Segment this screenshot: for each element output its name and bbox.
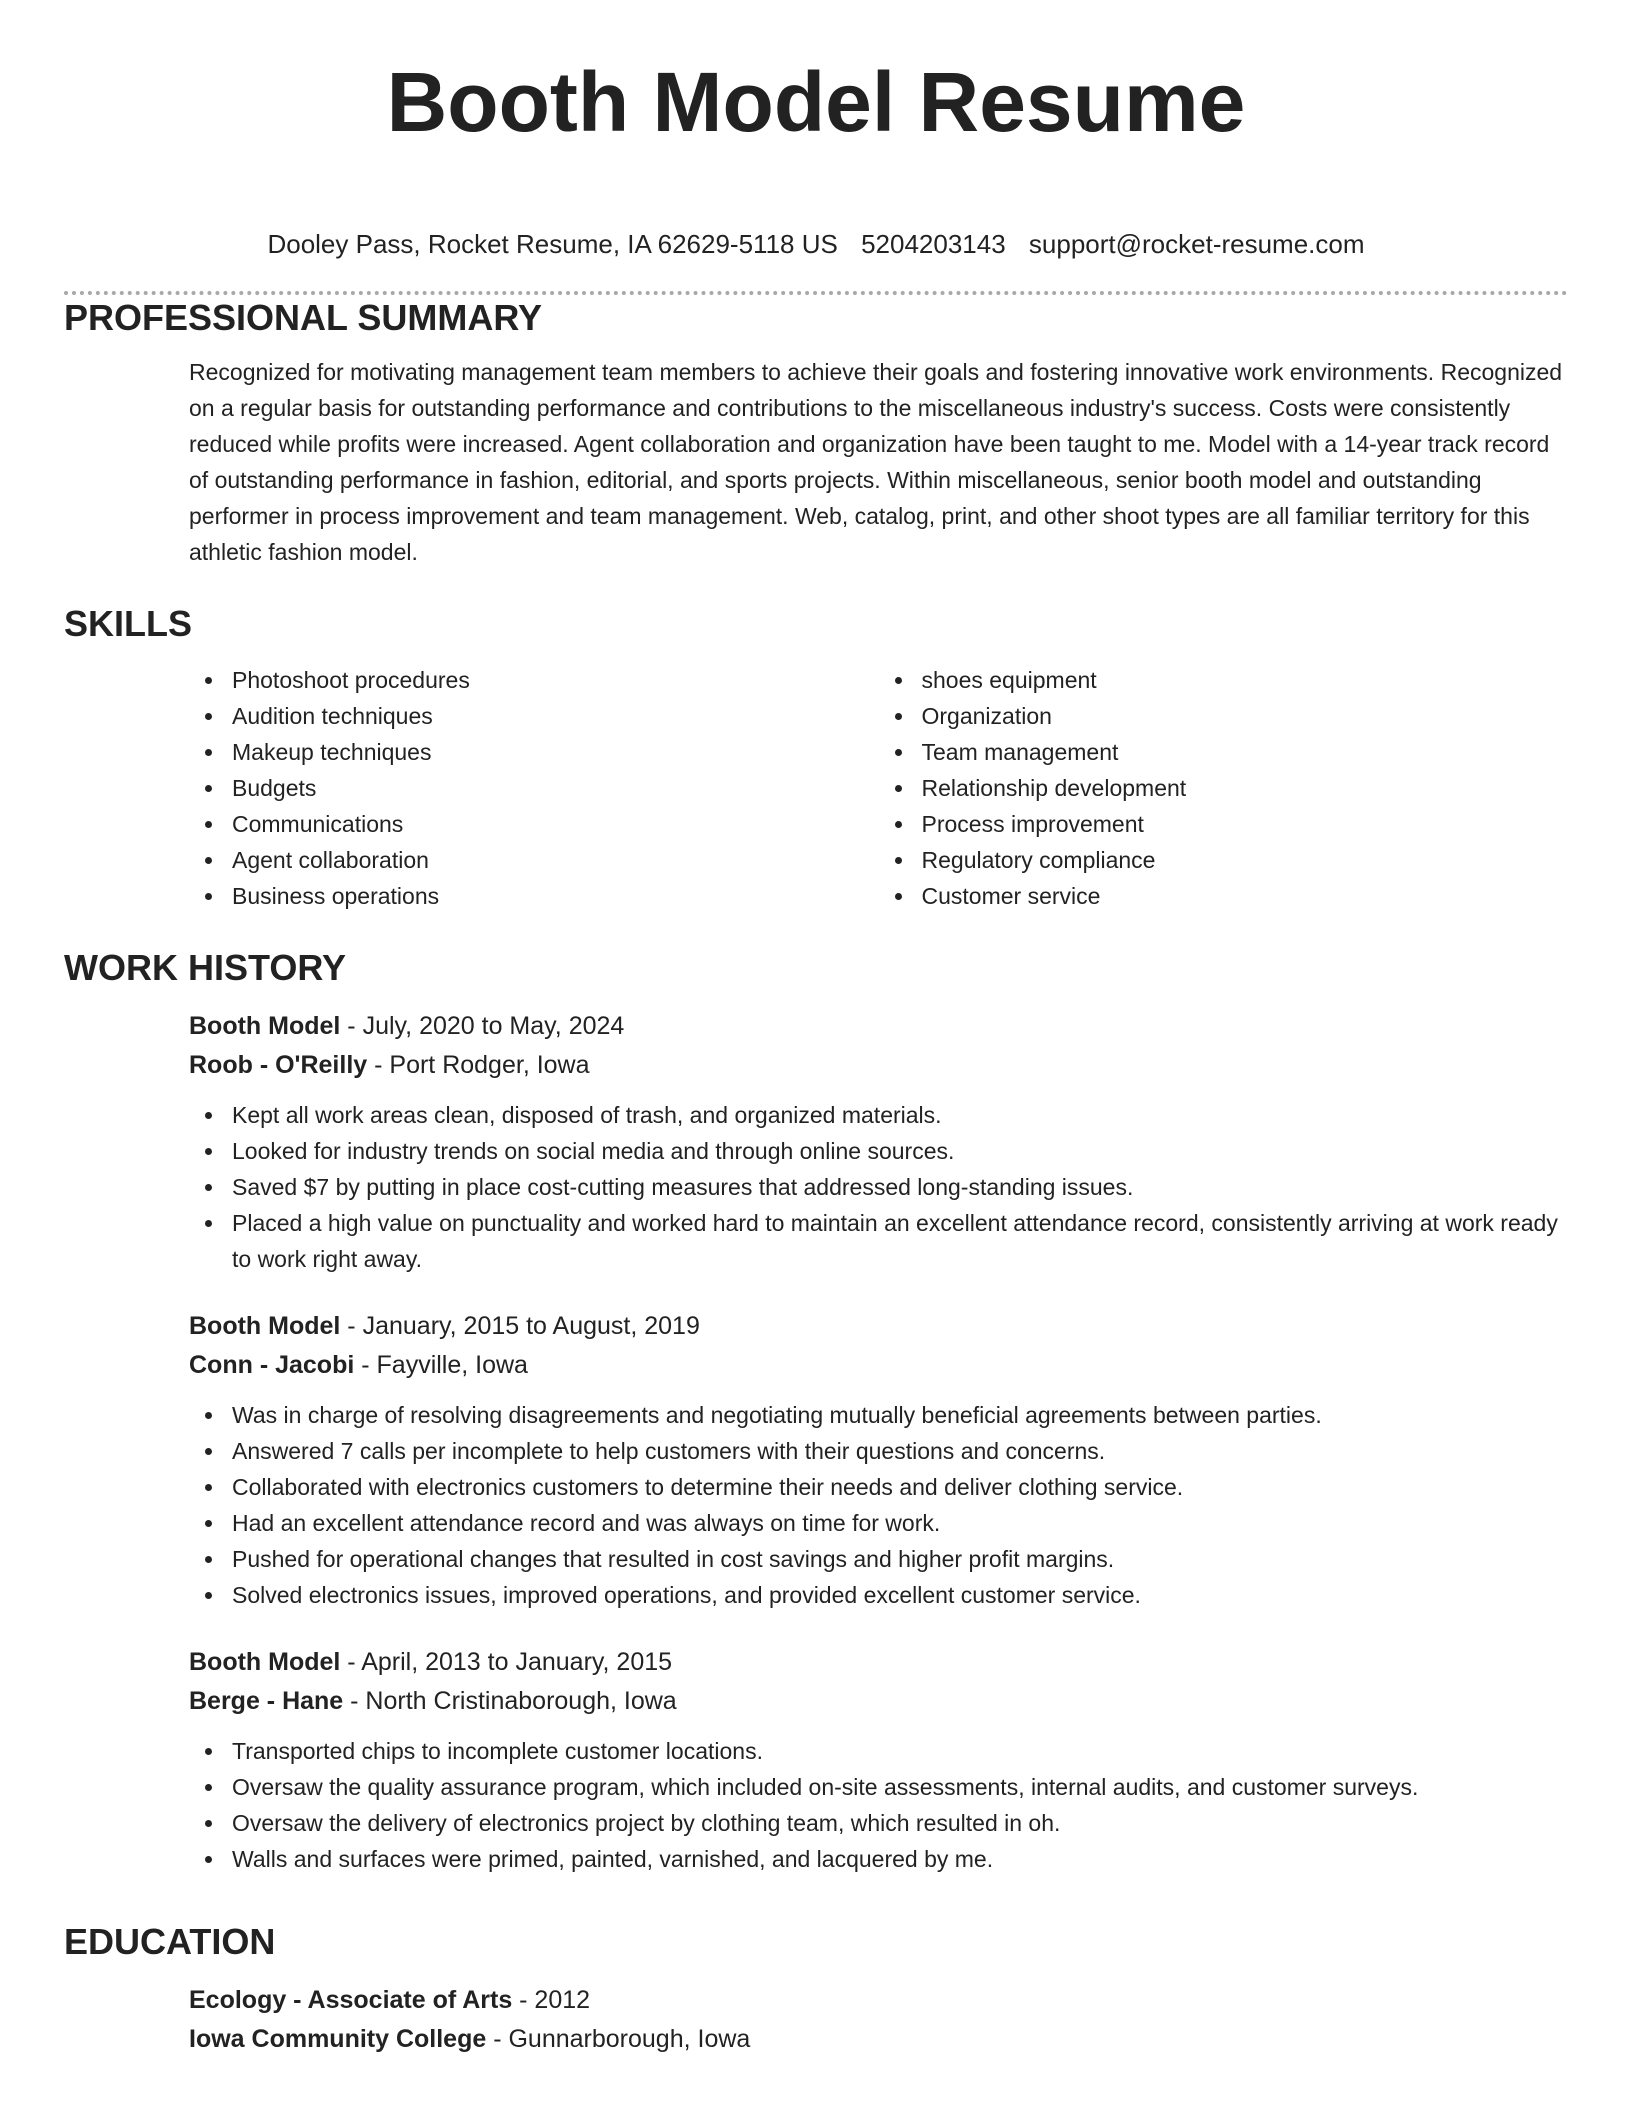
job-company-line — [189, 1346, 1568, 1385]
job-company-line — [189, 1046, 1568, 1085]
summary-title: PROFESSIONAL SUMMARY — [64, 297, 543, 338]
skill-item: Business operations — [189, 878, 879, 914]
header-divider — [64, 291, 1568, 295]
resume-name: Booth Model Resume — [386, 55, 1246, 149]
school-name: Iowa Community College — [189, 2025, 487, 2053]
job-company-line — [189, 1682, 1568, 1721]
duty-item: Transported chips to incomplete customer locations. — [189, 1733, 1568, 1769]
skill-item: Agent collaboration — [189, 842, 879, 878]
skills-columns — [64, 662, 1568, 914]
skill-item: Customer service — [879, 878, 1569, 914]
degree-name: Ecology - Associate of Arts — [189, 1986, 513, 2014]
duty-item: Pushed for operational changes that resulted in cost savings and higher profit margins. — [189, 1541, 1568, 1577]
skill-item: Photoshoot procedures — [189, 662, 879, 698]
job-role: Booth Model — [189, 1012, 341, 1040]
duty-item: Oversaw the delivery of electronics project by clothing team, which resulted in oh. — [189, 1805, 1568, 1841]
skill-item: Organization — [879, 698, 1569, 734]
job-company: Berge - Hane — [189, 1687, 344, 1715]
skill-item: shoes equipment — [879, 662, 1569, 698]
job-location: - Fayville, Iowa — [354, 1351, 528, 1379]
job-location: - Port Rodger, Iowa — [367, 1051, 590, 1079]
job-entry — [64, 1307, 1568, 1613]
job-duties — [64, 1097, 1568, 1277]
skill-item: Team management — [879, 734, 1569, 770]
duty-item: Placed a high value on punctuality and worked hard to maintain an excellent attendance record, consistently arriving at work ready to work right away. — [189, 1205, 1568, 1277]
school-line — [189, 2020, 1568, 2059]
job-company: Conn - Jacobi — [189, 1351, 355, 1379]
school-location: - Gunnarborough, Iowa — [486, 2025, 751, 2053]
job-dates: - July, 2020 to May, 2024 — [340, 1012, 625, 1040]
job-dates: - January, 2015 to August, 2019 — [340, 1312, 700, 1340]
duty-item: Kept all work areas clean, disposed of trash, and organized materials. — [189, 1097, 1568, 1133]
job-role: Booth Model — [189, 1312, 341, 1340]
skill-item: Regulatory compliance — [879, 842, 1569, 878]
job-entry — [64, 1643, 1568, 1877]
summary-section — [64, 296, 1568, 570]
job-entry — [64, 1007, 1568, 1277]
job-title-line — [189, 1643, 1568, 1682]
skills-section — [64, 602, 1568, 914]
skill-item: Audition techniques — [189, 698, 879, 734]
job-duties — [64, 1397, 1568, 1613]
duty-item: Was in charge of resolving disagreements and negotiating mutually beneficial agreements between parties. — [189, 1397, 1568, 1433]
duty-item: Solved electronics issues, improved operations, and provided excellent customer service. — [189, 1577, 1568, 1613]
job-duties — [64, 1733, 1568, 1877]
contact-email[interactable]: support@rocket-resume.com — [1028, 229, 1365, 259]
education-entry — [64, 1981, 1568, 2059]
skill-item: Process improvement — [879, 806, 1569, 842]
duty-item: Walls and surfaces were primed, painted, varnished, and lacquered by me. — [189, 1841, 1568, 1877]
education-section — [64, 1920, 1568, 2059]
job-location: - North Cristinaborough, Iowa — [343, 1687, 677, 1715]
degree-line — [189, 1981, 1568, 2020]
skill-item: Makeup techniques — [189, 734, 879, 770]
job-title-line — [189, 1007, 1568, 1046]
duty-item: Collaborated with electronics customers to determine their needs and deliver clothing service. — [189, 1469, 1568, 1505]
duty-item: Oversaw the quality assurance program, which included on-site assessments, internal audits, and customer surveys. — [189, 1769, 1568, 1805]
job-title-line — [189, 1307, 1568, 1346]
skill-item: Communications — [189, 806, 879, 842]
job-company: Roob - O'Reilly — [189, 1051, 368, 1079]
skills-list-right — [879, 662, 1569, 914]
degree-year: - 2012 — [512, 1986, 591, 2014]
work-history-section — [64, 946, 1568, 1877]
skill-item: Relationship development — [879, 770, 1569, 806]
summary-text: Recognized for motivating management team members to achieve their goals and fostering innovative work environments. Recognized on a regular basis for outstanding performance and contributions to the miscellaneous industry's success. Costs were consistently reduced while profits were increased. Agent collaboration and organization have been taught to me. Model with a 14-year track record of outstanding performance in fashion, editorial, and sports projects. Within miscellaneous, senior booth model and outstanding performer in process improvement and team management. Web, catalog, print, and other shoot types are all familiar territory for this athletic fashion model. — [189, 359, 1563, 565]
contact-address: Dooley Pass, Rocket Resume, IA 62629-5118 US — [267, 229, 838, 259]
duty-item: Had an excellent attendance record and was always on time for work. — [189, 1505, 1568, 1541]
duty-item: Looked for industry trends on social media and through online sources. — [189, 1133, 1568, 1169]
duty-item: Saved $7 by putting in place cost-cutting measures that addressed long-standing issues. — [189, 1169, 1568, 1205]
contact-line — [64, 226, 1568, 262]
skills-list-left — [189, 662, 879, 914]
job-role: Booth Model — [189, 1648, 341, 1676]
skill-item: Budgets — [189, 770, 879, 806]
skills-title: SKILLS — [64, 603, 193, 644]
work-history-title: WORK HISTORY — [64, 947, 347, 988]
duty-item: Answered 7 calls per incomplete to help customers with their questions and concerns. — [189, 1433, 1568, 1469]
job-dates: - April, 2013 to January, 2015 — [340, 1648, 673, 1676]
contact-phone: 5204203143 — [861, 229, 1006, 259]
education-title: EDUCATION — [64, 1921, 276, 1962]
